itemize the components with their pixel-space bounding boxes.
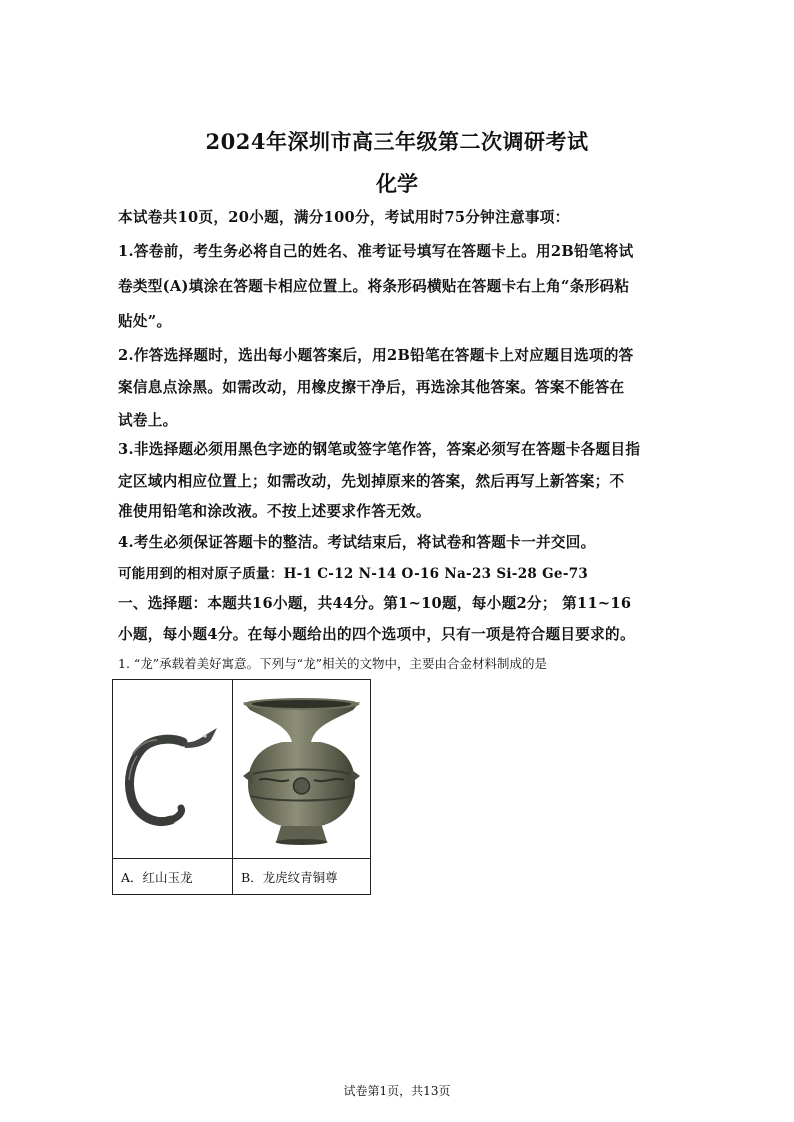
instruction-line: 1.答卷前，考生务必将自己的姓名、准考证号填写在答题卡上。用2B铅笔将试 <box>118 243 634 260</box>
exam-title: 2024年深圳市高三年级第二次调研考试 <box>205 129 589 154</box>
option-b-label: B．龙虎纹青铜尊 <box>233 859 371 895</box>
instruction-line: 4.考生必须保证答题卡的整洁。考试结束后，将试卷和答题卡一并交回。 <box>118 534 596 551</box>
option-a-image-cell <box>113 680 233 859</box>
instruction-line: 定区域内相应位置上；如需改动，先划掉原来的答案，然后再写上新答案；不 <box>118 473 625 490</box>
instruction-line: 准使用铅笔和涂改液。不按上述要求作答无效。 <box>118 503 431 520</box>
section-heading-line1: 一、选择题：本题共16小题，共44分。第1~10题，每小题2分； 第11~16 <box>118 595 632 612</box>
instruction-line: 案信息点涂黑。如需改动，用橡皮擦干净后，再选涂其他答案。答案不能答在 <box>118 379 625 396</box>
atomic-masses: 可能用到的相对原子质量：H-1 C-12 N-14 O-16 Na-23 Si-28 Ge-73 <box>118 566 589 582</box>
jade-dragon-image <box>113 680 232 858</box>
instruction-line: 3.非选择题必须用黑色字迹的钢笔或签字笔作答，答案必须写在答题卡各题目指 <box>118 441 641 458</box>
instruction-line: 贴处”。 <box>118 313 172 330</box>
section-heading-line2: 小题，每小题4分。在每小题给出的四个选项中，只有一项是符合题目要求的。 <box>118 626 635 643</box>
instruction-line: 卷类型(A)填涂在答题卡相应位置上。将条形码横贴在答题卡右上角“条形码粘 <box>118 278 630 295</box>
instruction-line: 试卷上。 <box>118 412 178 429</box>
subject-title: 化学 <box>376 171 418 196</box>
bronze-zun-image <box>233 680 370 858</box>
option-b-image-cell <box>233 680 371 859</box>
options-table <box>112 679 371 895</box>
instructions-intro: 本试卷共10页，20小题，满分100分，考试用时75分钟注意事项： <box>118 209 570 226</box>
option-a-label: A．红山玉龙 <box>113 859 233 895</box>
question-1-stem: 1. “龙”承载着美好寓意。下列与“龙”相关的文物中，主要由合金材料制成的是 <box>118 656 547 671</box>
page-footer: 试卷第1页，共13页 <box>343 1084 451 1098</box>
instruction-line: 2.作答选择题时，选出每小题答案后，用2B铅笔在答题卡上对应题目选项的答 <box>118 347 634 364</box>
